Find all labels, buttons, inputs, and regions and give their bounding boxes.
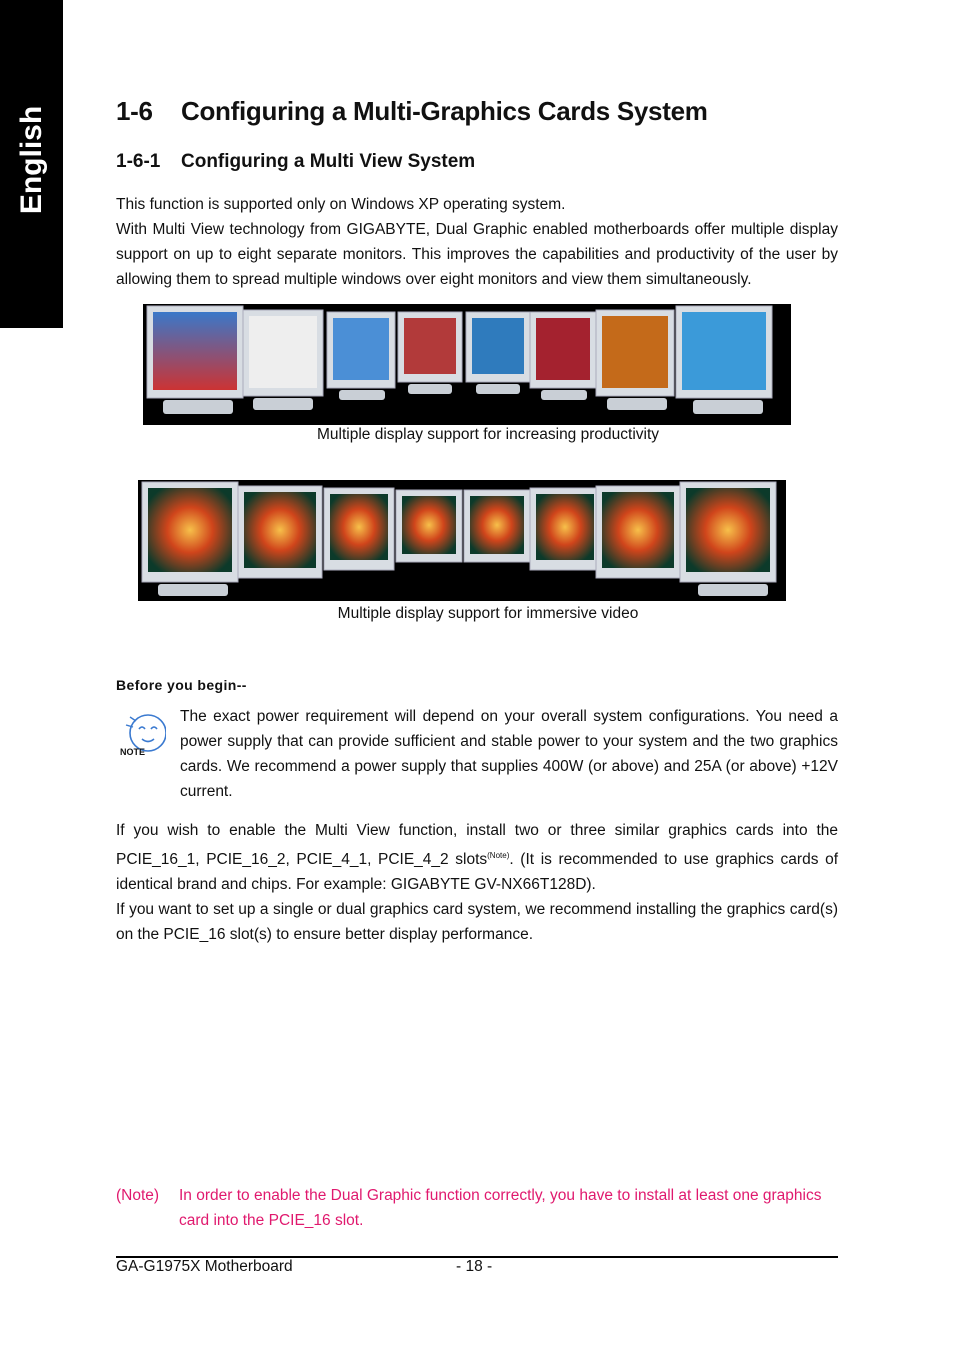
power-requirement-note <box>180 704 838 804</box>
section-heading <box>116 96 708 127</box>
figure2-caption: Multiple display support for immersive video <box>337 605 639 622</box>
language-tab <box>0 0 63 328</box>
subsection-number: 1-6-1 <box>116 151 161 172</box>
multiview-paragraph-1 <box>116 818 838 897</box>
section-title: Configuring a Multi-Graphics Cards System <box>181 96 708 126</box>
before-you-begin-heading: Before you begin-- <box>116 677 247 693</box>
immersive-monitors-illustration <box>138 480 786 601</box>
section-number: 1-6 <box>116 96 153 126</box>
multiview-instructions <box>116 818 838 947</box>
intro-paragraph-1: This function is supported only on Windows XP operating system. <box>116 196 566 213</box>
figure1-caption: Multiple display support for increasing productivity <box>316 426 660 443</box>
page-number: - 18 - <box>456 1258 493 1275</box>
multiview-text-b: . (It is recommended to use graphics cards of identical brand and chips. For example: GIGABYTE GV-NX66T128D). <box>116 851 839 894</box>
subsection-title: Configuring a Multi View System <box>181 151 476 172</box>
note-icon <box>116 707 166 757</box>
multiview-paragraph-2: If you want to set up a single or dual graphics card system, we recommend installing the graphics card(s) on the PCIE_16 slot(s) to ensure better display performance. <box>116 901 838 944</box>
footnote-label: (Note) <box>116 1187 160 1204</box>
subsection-heading <box>116 151 475 173</box>
note-reference: (Note) <box>487 851 510 860</box>
footer-model: GA-G1975X Motherboard <box>116 1258 293 1275</box>
language-tab-label: English <box>14 105 48 215</box>
productivity-monitors-illustration <box>143 304 791 425</box>
multiview-text-a: If you wish to enable the Multi View function, install two or three similar graphics cards into the PCIE_16_1, PCIE_16_2, PCIE_4_1, PCIE_4_2 slots <box>116 822 838 869</box>
productivity-monitors-image <box>143 304 791 425</box>
footnote <box>116 1183 838 1233</box>
note-icon-label: NOTE <box>120 747 146 757</box>
intro-paragraph-2: With Multi View technology from GIGABYTE, Dual Graphic enabled motherboards offer multiple display support on up to eight separate monitors. This improves the capabilities and productivity of the user by allowing them to spread multiple windows over eight monitors and view them simultaneously. <box>116 221 838 288</box>
power-requirement-text: The exact power requirement will depend on your overall system configurations. You need a power supply that can provide sufficient and stable power to your system and the two graphics cards. We recommend a power supply that supplies 400W (or above) and 25A (or above) +12V current. <box>180 708 838 800</box>
immersive-monitors-image <box>138 480 786 601</box>
footnote-text: In order to enable the Dual Graphic function correctly, you have to install at least one graphics card into the PCIE_16 slot. <box>179 1187 822 1229</box>
intro-text <box>116 192 838 292</box>
